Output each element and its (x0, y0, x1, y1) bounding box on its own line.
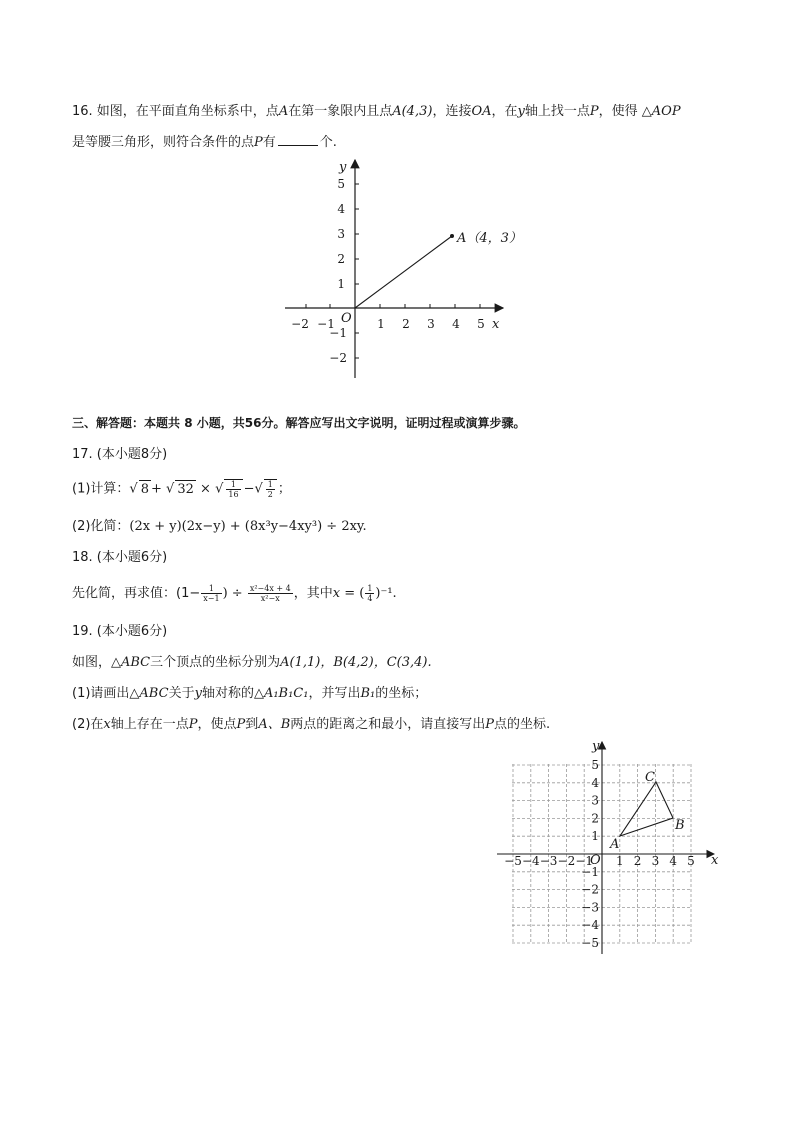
fig2-label-C: C (645, 770, 655, 785)
fig2-origin: O (590, 853, 601, 868)
fig2-y-tick-label: 2 (591, 811, 599, 826)
fig2-y-tick-label: 4 (591, 775, 599, 790)
fig2-y-tick-label: 5 (591, 758, 599, 772)
fig1-origin: O (341, 311, 352, 326)
fig2-x-label: x (711, 853, 719, 868)
fig1-y-tick-label: 4 (337, 202, 345, 216)
fig2-y-tick-label: −3 (581, 900, 599, 915)
fraction: $\frac{1}{4}$ (367, 584, 373, 603)
fig1-x-tick-label: 5 (477, 317, 485, 331)
fig1-y-tick-label: 1 (337, 277, 345, 291)
q17-part-1: (1)计算：√ 8 + √ 32 × √ $\frac{1}{16}$ −√ $\frac{1}{2}$ ； (72, 480, 291, 499)
fig2-x-tick-label: −5 (504, 854, 522, 868)
fig2-x-tick-label: −1 (575, 854, 594, 868)
q17-header: 17. (本小题8分) (72, 447, 168, 462)
fraction: $\frac{\text{x²−4x + 4}}{\text{x²−x}}$ (249, 584, 291, 603)
fig2-x-tick-label: 2 (633, 854, 642, 868)
q19-line-2: (1)请画出△ABC关于y轴对称的△A₁B₁C₁，并写出B₁的坐标； (72, 686, 428, 701)
fig2-x-tick-label: −2 (557, 854, 576, 868)
fig1-x-tick-label: 1 (377, 317, 385, 331)
fig2-y-tick-label: −2 (581, 882, 599, 897)
fig1-x-tick-label: 3 (427, 317, 435, 331)
fig2-x-tick-label: 1 (615, 854, 624, 868)
fig2-x-tick-label: 3 (651, 854, 660, 868)
fig2-x-tick-label: −4 (521, 854, 540, 868)
q19-line-3: (2)在x轴上存在一点P，使点P到A、B两点的距离之和最小，请直接写出P点的坐标. (72, 717, 551, 732)
fig2-label-B: B (675, 818, 685, 833)
fraction: $\frac{1}{x-1}$ (203, 584, 220, 603)
fig1-x-tick-label: 2 (402, 317, 410, 331)
fig1-y-tick-label: −2 (329, 351, 347, 365)
fig1-x-label: x (492, 317, 500, 332)
fig2-x-tick-label: −3 (539, 854, 558, 868)
fig1-x-tick-label: −2 (291, 317, 309, 331)
fig1-x-tick-label: 4 (452, 317, 460, 331)
fig1-point-A-label: A（4，3） (457, 231, 522, 246)
fig2-x-tick-label: 4 (669, 854, 678, 868)
fig1-x-tick-label: −1 (317, 317, 335, 331)
q16-line-1: 16. 如图，在平面直角坐标系中，点A在第一象限内且点A(4,3)，连接OA，在y轴上找一点P，使得 △AOP (72, 104, 681, 119)
q18-body: 先化简，再求值：(1− $\frac{1}{x-1}$ ) ÷ $\frac{\text{x²−4x + 4}}{\text{x²−x}}$ ，其中x = ( $\frac{1}{4}$ )⁻¹. (72, 584, 397, 603)
fig1-y-tick-label: 2 (337, 252, 345, 266)
fig2-y-tick-label: −4 (581, 918, 599, 933)
fig1-y-tick-label: 3 (337, 227, 345, 241)
fig2-triangle-ABC (620, 782, 673, 836)
fig1-y-tick-label: 5 (337, 177, 345, 191)
fig2-label-A: A (610, 837, 620, 852)
fig2-y-tick-label: −5 (581, 936, 599, 950)
q19-line-1: 如图，△ABC三个顶点的坐标分别为A(1,1)，B(4,2)，C(3,4). (72, 655, 432, 670)
fraction: $\frac{1}{16}$ (224, 479, 242, 499)
section-3-heading: 三、解答题：本题共 8 小题，共56分。解答应写出文字说明，证明过程或演算步骤。 (72, 416, 526, 430)
fig1-y-tick-label: −1 (329, 326, 347, 340)
fig2-x-tick-label: 5 (687, 854, 695, 868)
fig2-y-tick-label: 3 (591, 793, 599, 808)
q18-header: 18. (本小题6分) (72, 550, 168, 565)
fig2-y-tick-label: 1 (591, 829, 599, 844)
q17-part-2: (2)化简：(2x + y)(2x−y) + (8x³y−4xy³) ÷ 2xy. (72, 519, 367, 534)
fig2-y-tick-label: −1 (581, 864, 599, 879)
q16-line-2: 是等腰三角形，则符合条件的点P有 个. (72, 135, 337, 150)
fig2-y-label: y (592, 739, 600, 754)
fraction: $\frac{1}{2}$ (264, 479, 277, 499)
q19-header: 19. (本小题6分) (72, 624, 168, 639)
fig1-y-label: y (339, 160, 347, 175)
